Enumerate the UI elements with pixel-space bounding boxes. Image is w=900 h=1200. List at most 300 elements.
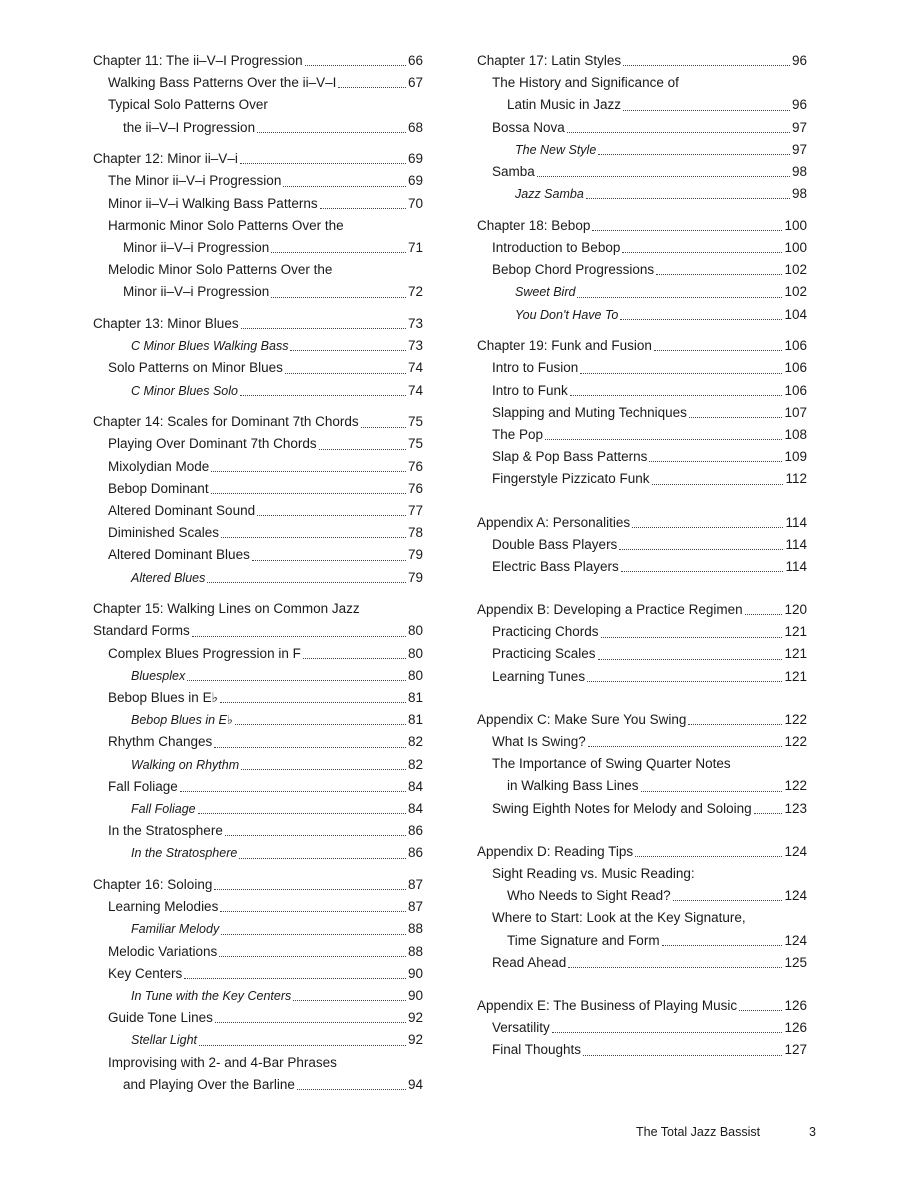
toc-section-entry[interactable] xyxy=(93,1074,423,1096)
toc-section-entry[interactable] xyxy=(477,446,807,468)
toc-entry-title: Electric Bass Players xyxy=(492,558,619,574)
toc-tune-entry[interactable] xyxy=(93,567,423,589)
toc-section-entry[interactable] xyxy=(477,72,807,94)
toc-entry-title: In Tune with the Key Centers xyxy=(131,988,292,1003)
toc-section-entry[interactable] xyxy=(93,478,423,500)
toc-entry-title: Double Bass Players xyxy=(492,536,618,552)
toc-entry-title: Chapter 13: Minor Blues xyxy=(93,316,239,332)
toc-entry-title: Jazz Samba xyxy=(515,187,584,202)
toc-entry-page: 122 xyxy=(784,778,807,794)
toc-entry-page: 84 xyxy=(407,800,423,816)
toc-entry-title: Where to Start: Look at the Key Signature, xyxy=(492,910,746,926)
dot-leader xyxy=(320,208,406,209)
toc-entry-page: 72 xyxy=(407,284,423,300)
section-spacer xyxy=(477,578,807,599)
toc-entry-title: Playing Over Dominant 7th Chords xyxy=(108,436,317,452)
toc-entry-page: 122 xyxy=(784,734,807,750)
toc-section-entry[interactable] xyxy=(93,776,423,798)
dot-leader xyxy=(290,350,406,351)
dot-leader xyxy=(598,659,783,660)
toc-entry-title: Fall Foliage xyxy=(131,801,196,816)
toc-entry-page: 120 xyxy=(784,602,807,618)
toc-chapter-entry[interactable] xyxy=(477,512,807,534)
toc-section-entry[interactable] xyxy=(477,357,807,379)
dot-leader xyxy=(338,87,406,88)
toc-section-entry[interactable] xyxy=(477,753,807,775)
dot-leader xyxy=(180,791,406,792)
toc-entry-title: Stellar Light xyxy=(131,1033,198,1048)
toc-entry-title: Intro to Funk xyxy=(492,382,568,398)
dot-leader xyxy=(293,1000,406,1001)
toc-entry-page: 125 xyxy=(784,954,807,970)
toc-entry-page: 104 xyxy=(784,306,807,322)
toc-entry-page: 92 xyxy=(407,1010,423,1026)
toc-entry-page: 80 xyxy=(407,645,423,661)
toc-entry-title: Appendix E: The Business of Playing Music xyxy=(477,997,738,1013)
toc-entry-page: 80 xyxy=(407,623,423,639)
dot-leader xyxy=(622,252,782,253)
toc-tune-entry[interactable] xyxy=(477,183,807,205)
toc-section-entry[interactable] xyxy=(93,941,423,963)
toc-entry-page: 78 xyxy=(407,525,423,541)
toc-entry-title: Familiar Melody xyxy=(131,922,220,937)
toc-entry-page: 90 xyxy=(407,965,423,981)
toc-entry-page: 86 xyxy=(407,845,423,861)
dot-leader xyxy=(285,373,406,374)
toc-entry-title: The Pop xyxy=(492,426,544,442)
toc-entry-page: 124 xyxy=(784,932,807,948)
section-spacer xyxy=(477,491,807,512)
toc-entry-title: Final Thoughts xyxy=(492,1042,582,1058)
toc-entry-title: Appendix D: Reading Tips xyxy=(477,843,634,859)
toc-section-entry[interactable] xyxy=(477,731,807,753)
toc-entry-title: Bossa Nova xyxy=(492,119,565,135)
toc-section-entry[interactable] xyxy=(477,556,807,578)
toc-entry-title: Bebop Dominant xyxy=(108,480,209,496)
dot-leader xyxy=(635,856,782,857)
dot-leader xyxy=(745,614,783,615)
dot-leader xyxy=(283,186,406,187)
toc-section-entry[interactable] xyxy=(477,907,807,929)
dot-leader xyxy=(221,934,406,935)
toc-chapter-entry[interactable] xyxy=(477,995,807,1017)
toc-entry-page: 109 xyxy=(784,449,807,465)
toc-chapter-entry[interactable] xyxy=(477,215,807,237)
toc-right-column xyxy=(477,50,807,1062)
toc-entry-page: 87 xyxy=(407,899,423,915)
toc-entry-page: 75 xyxy=(407,436,423,452)
toc-tune-entry[interactable] xyxy=(93,709,423,731)
dot-leader xyxy=(583,1055,782,1056)
dot-leader xyxy=(184,978,406,979)
dot-leader xyxy=(592,230,782,231)
toc-entry-title: Appendix B: Developing a Practice Regimen xyxy=(477,602,743,618)
toc-chapter-entry[interactable] xyxy=(93,50,423,72)
dot-leader xyxy=(257,132,406,133)
toc-entry-title: Samba xyxy=(492,163,535,179)
toc-entry-title: Bebop Chord Progressions xyxy=(492,262,655,278)
toc-section-entry[interactable] xyxy=(477,534,807,556)
toc-entry-page: 68 xyxy=(407,119,423,135)
toc-tune-entry[interactable] xyxy=(93,335,423,357)
dot-leader xyxy=(219,956,406,957)
toc-entry-title: The History and Significance of xyxy=(492,75,679,91)
toc-tune-entry[interactable] xyxy=(93,918,423,940)
toc-section-entry[interactable] xyxy=(93,215,423,237)
toc-section-entry[interactable] xyxy=(477,117,807,139)
toc-chapter-entry[interactable] xyxy=(93,621,423,643)
dot-leader xyxy=(739,1010,782,1011)
toc-entry-title: Appendix A: Personalities xyxy=(477,514,631,530)
toc-entry-page: 124 xyxy=(784,888,807,904)
toc-entry-title: Walking Bass Patterns Over the ii–V–I xyxy=(108,75,337,91)
dot-leader xyxy=(587,681,782,682)
dot-leader xyxy=(656,274,782,275)
toc-entry-title: Fall Foliage xyxy=(108,778,178,794)
toc-tune-entry[interactable] xyxy=(93,665,423,687)
toc-entry-page: 121 xyxy=(784,646,807,662)
toc-entry-title: in Walking Bass Lines xyxy=(507,778,639,794)
toc-entry-page: 106 xyxy=(784,382,807,398)
toc-entry-page: 73 xyxy=(407,316,423,332)
toc-entry-page: 108 xyxy=(784,426,807,442)
dot-leader xyxy=(199,1045,406,1046)
toc-section-entry[interactable] xyxy=(93,820,423,842)
toc-entry-page: 82 xyxy=(407,756,423,772)
dot-leader xyxy=(641,791,783,792)
toc-entry-title: Appendix C: Make Sure You Swing xyxy=(477,711,687,727)
toc-entry-page: 90 xyxy=(407,987,423,1003)
toc-section-entry[interactable] xyxy=(93,731,423,753)
dot-leader xyxy=(305,65,406,66)
toc-entry-title: the ii–V–I Progression xyxy=(123,119,256,135)
toc-section-entry[interactable] xyxy=(477,952,807,974)
toc-entry-page: 100 xyxy=(784,239,807,255)
toc-entry-page: 114 xyxy=(785,536,807,552)
toc-entry-page: 96 xyxy=(791,97,807,113)
section-spacer xyxy=(477,820,807,841)
toc-section-entry[interactable] xyxy=(93,259,423,281)
dot-leader xyxy=(297,1089,406,1090)
toc-section-entry[interactable] xyxy=(477,380,807,402)
toc-tune-entry[interactable] xyxy=(93,380,423,402)
toc-entry-page: 94 xyxy=(407,1076,423,1092)
toc-chapter-entry[interactable] xyxy=(477,335,807,357)
toc-entry-title: Slapping and Muting Techniques xyxy=(492,404,687,420)
toc-entry-page: 123 xyxy=(784,800,807,816)
section-spacer xyxy=(477,326,807,336)
toc-entry-title: Intro to Fusion xyxy=(492,360,579,376)
toc-entry-page: 102 xyxy=(784,262,807,278)
dot-leader xyxy=(623,110,790,111)
toc-entry-page: 107 xyxy=(784,404,807,420)
toc-left-column xyxy=(93,50,423,1096)
toc-tune-entry[interactable] xyxy=(93,985,423,1007)
toc-entry-title: Key Centers xyxy=(108,965,183,981)
dot-leader xyxy=(220,911,406,912)
toc-chapter-entry[interactable] xyxy=(93,874,423,896)
toc-entry-page: 66 xyxy=(407,52,423,68)
dot-leader xyxy=(225,835,406,836)
toc-chapter-entry[interactable] xyxy=(93,411,423,433)
toc-entry-page: 98 xyxy=(791,163,807,179)
toc-entry-page: 100 xyxy=(784,217,807,233)
toc-entry-title: Introduction to Bebop xyxy=(492,239,621,255)
toc-entry-page: 76 xyxy=(407,458,423,474)
dot-leader xyxy=(654,350,783,351)
toc-entry-title: Versatility xyxy=(492,1020,550,1036)
toc-entry-title: Bebop Blues in E♭ xyxy=(108,690,218,706)
toc-entry-page: 79 xyxy=(407,547,423,563)
toc-entry-page: 67 xyxy=(407,75,423,91)
toc-entry-page: 88 xyxy=(407,943,423,959)
toc-entry-page: 86 xyxy=(407,823,423,839)
dot-leader xyxy=(361,427,406,428)
dot-leader xyxy=(673,900,783,901)
toc-section-entry[interactable] xyxy=(477,644,807,666)
toc-tune-entry[interactable] xyxy=(93,798,423,820)
dot-leader xyxy=(545,439,782,440)
toc-entry-page: 87 xyxy=(407,877,423,893)
toc-entry-title: Chapter 18: Bebop xyxy=(477,217,591,233)
toc-entry-page: 79 xyxy=(407,569,423,585)
toc-entry-title: Learning Melodies xyxy=(108,899,219,915)
dot-leader xyxy=(215,1022,406,1023)
toc-entry-title: Swing Eighth Notes for Melody and Soloing xyxy=(492,800,752,816)
toc-section-entry[interactable] xyxy=(93,896,423,918)
toc-section-entry[interactable] xyxy=(93,963,423,985)
dot-leader xyxy=(662,945,783,946)
toc-section-entry[interactable] xyxy=(477,798,807,820)
toc-entry-title: Typical Solo Patterns Over xyxy=(108,97,268,113)
toc-entry-title: Time Signature and Form xyxy=(507,932,660,948)
toc-section-entry[interactable] xyxy=(477,885,807,907)
toc-entry-title: The Importance of Swing Quarter Notes xyxy=(492,756,731,772)
toc-entry-title: Bluesplex xyxy=(131,668,186,683)
toc-section-entry[interactable] xyxy=(93,1052,423,1074)
toc-tune-entry[interactable] xyxy=(93,1029,423,1051)
toc-section-entry[interactable] xyxy=(93,281,423,303)
toc-entry-page: 124 xyxy=(784,843,807,859)
toc-section-entry[interactable] xyxy=(477,621,807,643)
section-spacer xyxy=(477,205,807,215)
dot-leader xyxy=(271,252,406,253)
toc-entry-page: 77 xyxy=(407,503,423,519)
toc-entry-page: 69 xyxy=(407,151,423,167)
dot-leader xyxy=(220,702,406,703)
toc-tune-entry[interactable] xyxy=(477,139,807,161)
toc-entry-title: Chapter 19: Funk and Fusion xyxy=(477,338,652,354)
toc-entry-title: Learning Tunes xyxy=(492,668,586,684)
dot-leader xyxy=(271,297,406,298)
dot-leader xyxy=(619,549,783,550)
dot-leader xyxy=(567,132,790,133)
dot-leader xyxy=(241,328,406,329)
toc-entry-title: Chapter 14: Scales for Dominant 7th Chords xyxy=(93,414,359,430)
toc-entry-title: C Minor Blues Walking Bass xyxy=(131,339,289,354)
toc-entry-title: Chapter 15: Walking Lines on Common Jazz xyxy=(93,601,360,617)
dot-leader xyxy=(601,637,783,638)
dot-leader xyxy=(586,198,790,199)
section-spacer xyxy=(93,304,423,314)
book-title: The Total Jazz Bassist xyxy=(636,1125,761,1139)
toc-entry-title: Practicing Scales xyxy=(492,646,596,662)
toc-section-entry[interactable] xyxy=(477,161,807,183)
dot-leader xyxy=(240,395,406,396)
toc-section-entry[interactable] xyxy=(93,456,423,478)
toc-entry-title: Chapter 16: Soloing xyxy=(93,877,213,893)
toc-section-entry[interactable] xyxy=(93,237,423,259)
toc-entry-page: 97 xyxy=(791,141,807,157)
toc-entry-page: 92 xyxy=(407,1032,423,1048)
toc-entry-title: Chapter 11: The ii–V–I Progression xyxy=(93,52,303,68)
toc-section-entry[interactable] xyxy=(477,402,807,424)
toc-entry-title: Solo Patterns on Minor Blues xyxy=(108,360,283,376)
dot-leader xyxy=(652,484,784,485)
toc-section-entry[interactable] xyxy=(93,522,423,544)
toc-section-entry[interactable] xyxy=(477,863,807,885)
toc-entry-page: 114 xyxy=(785,558,807,574)
toc-entry-title: In the Stratosphere xyxy=(108,823,223,839)
toc-tune-entry[interactable] xyxy=(477,281,807,303)
toc-section-entry[interactable] xyxy=(93,687,423,709)
toc-section-entry[interactable] xyxy=(477,468,807,490)
toc-entry-page: 98 xyxy=(791,186,807,202)
toc-entry-title: Complex Blues Progression in F xyxy=(108,645,301,661)
section-spacer xyxy=(93,865,423,875)
toc-entry-title: Sweet Bird xyxy=(515,285,576,300)
toc-entry-title: In the Stratosphere xyxy=(131,846,238,861)
dot-leader xyxy=(588,746,783,747)
toc-entry-title: Altered Blues xyxy=(131,570,206,585)
toc-section-entry[interactable] xyxy=(477,259,807,281)
toc-chapter-entry[interactable] xyxy=(93,598,423,620)
toc-tune-entry[interactable] xyxy=(93,754,423,776)
toc-section-entry[interactable] xyxy=(477,424,807,446)
dot-leader xyxy=(241,769,406,770)
toc-entry-title: Slap & Pop Bass Patterns xyxy=(492,449,648,465)
toc-section-entry[interactable] xyxy=(477,930,807,952)
toc-entry-title: Chapter 17: Latin Styles xyxy=(477,52,622,68)
toc-entry-title: Chapter 12: Minor ii–V–i xyxy=(93,151,238,167)
toc-section-entry[interactable] xyxy=(93,434,423,456)
toc-entry-page: 82 xyxy=(407,734,423,750)
toc-entry-title: Standard Forms xyxy=(93,623,190,639)
toc-entry-title: Diminished Scales xyxy=(108,525,220,541)
toc-entry-title: Minor ii–V–i Walking Bass Patterns xyxy=(108,195,318,211)
dot-leader xyxy=(570,395,783,396)
toc-entry-title: Minor ii–V–i Progression xyxy=(123,284,270,300)
toc-section-entry[interactable] xyxy=(93,357,423,379)
toc-chapter-entry[interactable] xyxy=(477,709,807,731)
toc-section-entry[interactable] xyxy=(93,117,423,139)
dot-leader xyxy=(214,747,406,748)
toc-entry-title: Harmonic Minor Solo Patterns Over the xyxy=(108,217,344,233)
dot-leader xyxy=(537,176,790,177)
toc-chapter-entry[interactable] xyxy=(477,50,807,72)
dot-leader xyxy=(319,449,406,450)
dot-leader xyxy=(257,515,406,516)
toc-chapter-entry[interactable] xyxy=(93,148,423,170)
toc-entry-page: 121 xyxy=(784,624,807,640)
toc-section-entry[interactable] xyxy=(93,94,423,116)
dot-leader xyxy=(198,813,406,814)
toc-section-entry[interactable] xyxy=(93,170,423,192)
toc-entry-title: Melodic Variations xyxy=(108,943,218,959)
toc-entry-page: 69 xyxy=(407,173,423,189)
toc-section-entry[interactable] xyxy=(93,193,423,215)
toc-entry-title: Altered Dominant Blues xyxy=(108,547,250,563)
toc-section-entry[interactable] xyxy=(477,775,807,797)
toc-entry-title: Sight Reading vs. Music Reading: xyxy=(492,865,695,881)
dot-leader xyxy=(598,154,790,155)
toc-section-entry[interactable] xyxy=(93,643,423,665)
toc-entry-title: What Is Swing? xyxy=(492,734,586,750)
toc-section-entry[interactable] xyxy=(477,94,807,116)
dot-leader xyxy=(688,724,782,725)
toc-entry-title: Bebop Blues in E♭ xyxy=(131,713,233,728)
toc-section-entry[interactable] xyxy=(93,1007,423,1029)
section-spacer xyxy=(93,589,423,599)
toc-entry-title: and Playing Over the Barline xyxy=(123,1076,295,1092)
toc-entry-page: 96 xyxy=(791,52,807,68)
dot-leader xyxy=(211,493,406,494)
toc-entry-page: 102 xyxy=(784,284,807,300)
dot-leader xyxy=(214,889,406,890)
toc-entry-page: 122 xyxy=(784,711,807,727)
dot-leader xyxy=(192,636,406,637)
toc-entry-page: 71 xyxy=(407,239,423,255)
dot-leader xyxy=(754,813,783,814)
toc-entry-page: 88 xyxy=(407,921,423,937)
dot-leader xyxy=(221,537,406,538)
toc-tune-entry[interactable] xyxy=(477,304,807,326)
toc-entry-title: Altered Dominant Sound xyxy=(108,503,256,519)
dot-leader xyxy=(689,417,783,418)
dot-leader xyxy=(211,471,406,472)
toc-entry-page: 76 xyxy=(407,480,423,496)
toc-section-entry[interactable] xyxy=(93,500,423,522)
toc-section-entry[interactable] xyxy=(93,544,423,566)
dot-leader xyxy=(240,163,406,164)
toc-entry-title: Improvising with 2- and 4-Bar Phrases xyxy=(108,1054,337,1070)
toc-chapter-entry[interactable] xyxy=(93,313,423,335)
toc-section-entry[interactable] xyxy=(477,237,807,259)
toc-chapter-entry[interactable] xyxy=(477,841,807,863)
toc-entry-title: Latin Music in Jazz xyxy=(507,97,622,113)
toc-section-entry[interactable] xyxy=(477,1039,807,1061)
toc-entry-page: 75 xyxy=(407,414,423,430)
toc-section-entry[interactable] xyxy=(93,72,423,94)
dot-leader xyxy=(187,680,406,681)
toc-chapter-entry[interactable] xyxy=(477,599,807,621)
toc-entry-page: 73 xyxy=(407,338,423,354)
toc-section-entry[interactable] xyxy=(477,1017,807,1039)
toc-section-entry[interactable] xyxy=(477,666,807,688)
section-spacer xyxy=(477,974,807,995)
toc-entry-title: Practicing Chords xyxy=(492,624,599,640)
section-spacer xyxy=(477,688,807,709)
toc-entry-title: Melodic Minor Solo Patterns Over the xyxy=(108,262,333,278)
page-number: 3 xyxy=(809,1125,816,1139)
toc-entry-title: The New Style xyxy=(515,142,597,157)
dot-leader xyxy=(552,1032,783,1033)
toc-entry-title: Minor ii–V–i Progression xyxy=(123,239,270,255)
toc-entry-page: 106 xyxy=(784,360,807,376)
dot-leader xyxy=(577,297,782,298)
dot-leader xyxy=(623,65,790,66)
toc-tune-entry[interactable] xyxy=(93,842,423,864)
